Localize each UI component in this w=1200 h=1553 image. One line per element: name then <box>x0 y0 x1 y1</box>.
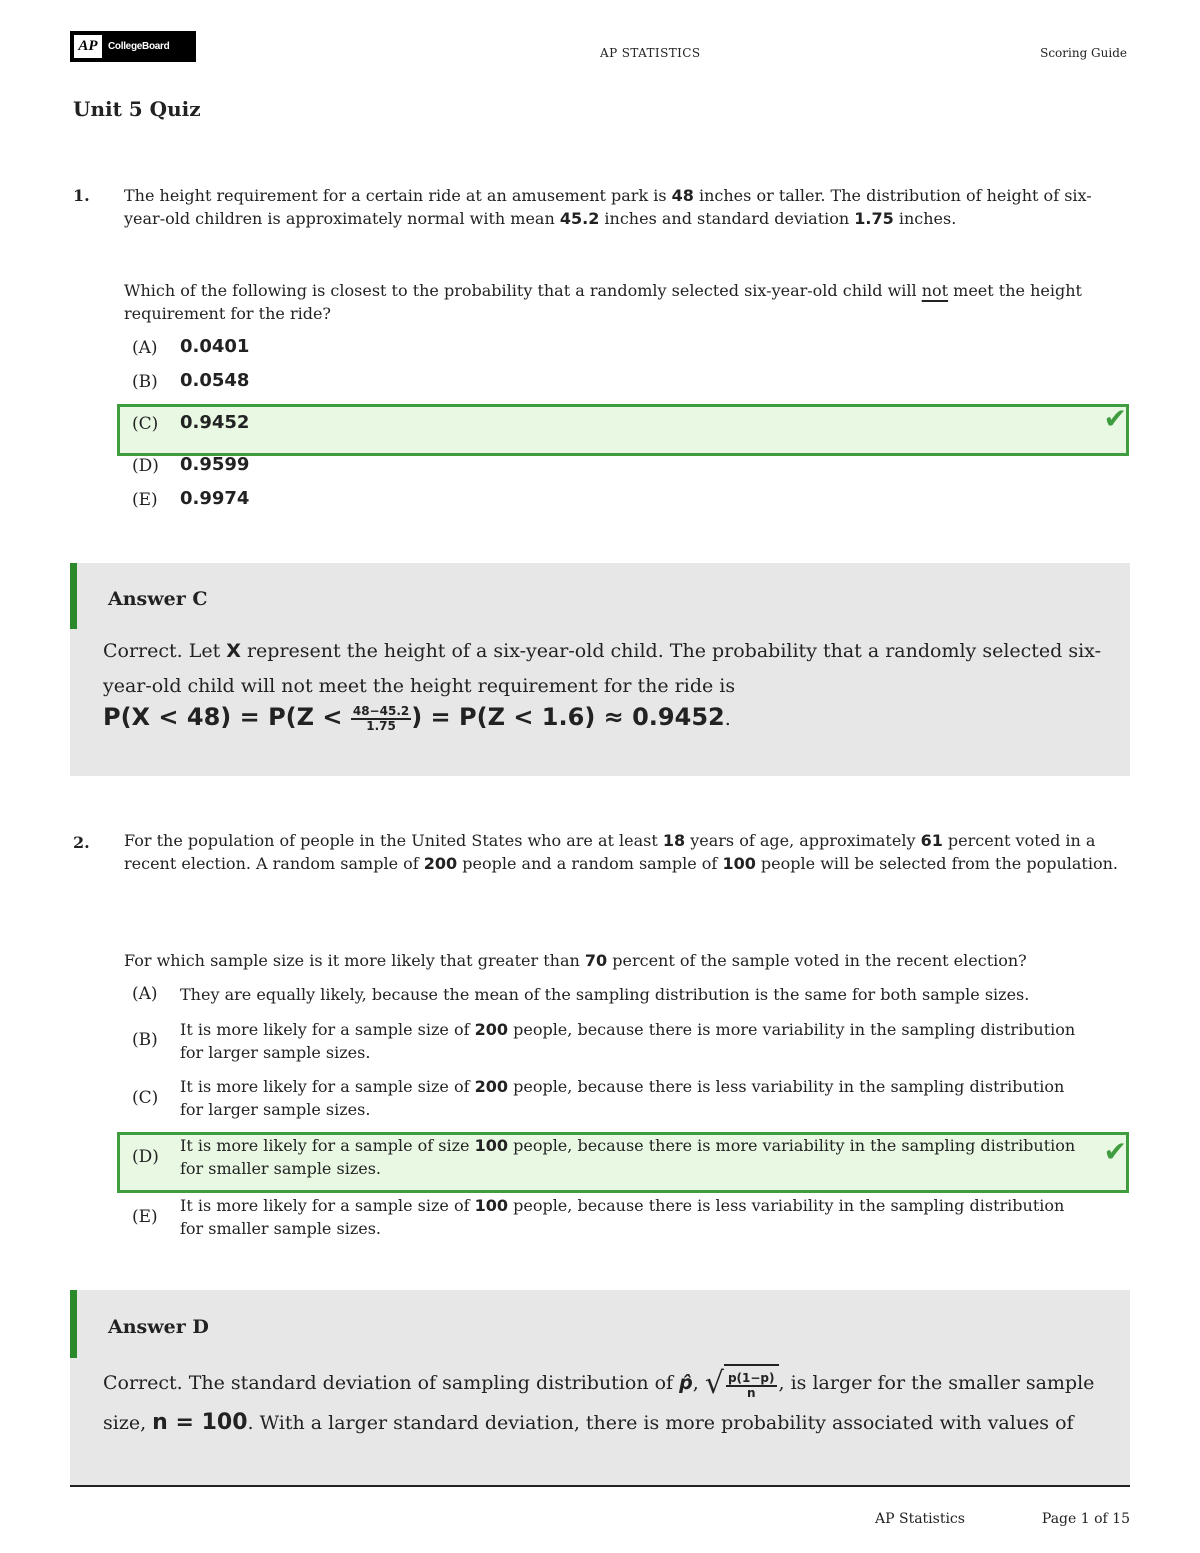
question-2-stem: For the population of people in the United States who are at least 18 years of age, approximately 61 percent voted in a recent election. A random sample of 200 people and a random sample of 100 people will be selected from the population. <box>124 831 1118 873</box>
college-board-wordmark: CollegeBoard <box>108 41 170 52</box>
q2-option-b-letter: (B) <box>132 1030 158 1050</box>
header-title: AP STATISTICS <box>600 46 701 60</box>
footer-course-name: AP Statistics <box>875 1511 965 1527</box>
answer-1-title: Answer C <box>108 588 208 610</box>
q1-correct-highlight <box>117 404 1129 456</box>
q1-option-e-value[interactable]: 0.9974 <box>180 488 250 509</box>
q2-option-c-letter: (C) <box>132 1088 159 1108</box>
q1-option-c-letter: (C) <box>132 414 159 434</box>
q1-option-a-value[interactable]: 0.0401 <box>180 336 250 357</box>
ap-logo-mark: AP <box>74 35 102 58</box>
q2-option-c-text[interactable]: It is more likely for a sample size of 200 people, because there is less variability in the sampling distribution for larger sample sizes. <box>180 1077 1065 1119</box>
question-2-number: 2. <box>73 833 90 852</box>
answer-1-formula: P(X < 48) = P(Z < $\frac{48-45.2}{1.75}$ ) = P(Z < 1.6) ≈ 0.9452. <box>103 703 731 733</box>
q1-check-icon: ✔ <box>1103 402 1127 435</box>
question-1-number: 1. <box>73 186 90 205</box>
footer-page-number: Page 1 of 15 <box>1041 1511 1130 1527</box>
q1-option-e-letter: (E) <box>132 490 158 510</box>
header-scoring-guide: Scoring Guide <box>1040 46 1127 60</box>
q2-check-icon: ✔ <box>1103 1135 1127 1168</box>
q1-option-b-letter: (B) <box>132 372 158 392</box>
answer-2-explanation: Correct. The standard deviation of sampling distribution of p̂, √ $\frac{p(1-p)}{n}$ , is larger for the smaller sample size, n = 100. With a larger standard deviation, there is more probability associated with values of <box>103 1366 1095 1435</box>
q2-option-e-letter: (E) <box>132 1207 158 1227</box>
answer-1-fraction: $\frac{48-45.2}{1.75}$ <box>352 703 410 733</box>
q2-option-a-letter: (A) <box>132 984 158 1004</box>
college-board-logo <box>70 31 196 62</box>
q2-option-e-text[interactable]: It is more likely for a sample size of 100 people, because there is less variability in the sampling distribution for smaller sample sizes. <box>180 1196 1065 1238</box>
answer-1-explanation: Correct. Let X represent the height of a six-year-old child. The probability that a randomly selected six-year-old child will not meet the height requirement for the ride is <box>103 640 1101 697</box>
q2-option-b-text[interactable]: It is more likely for a sample size of 200 people, because there is more variability in the sampling distribution for larger sample sizes. <box>180 1020 1076 1062</box>
q1-option-b-value[interactable]: 0.0548 <box>180 370 250 391</box>
question-2-prompt: For which sample size is it more likely that greater than 70 percent of the sample voted in the recent election? <box>124 951 1027 970</box>
answer-2-title: Answer D <box>108 1316 209 1338</box>
footer-divider <box>70 1485 1130 1487</box>
answer-1-accent-bar <box>70 563 77 629</box>
q1-option-d-letter: (D) <box>132 456 159 476</box>
answer-2-sqrt-expression: $\frac{p(1-p)}{n}$ <box>724 1364 779 1404</box>
q2-option-d-letter: (D) <box>132 1147 159 1167</box>
q1-option-c-value[interactable]: 0.9452 <box>180 412 250 433</box>
q2-option-a-text[interactable]: They are equally likely, because the mean of the sampling distribution is the same for both sample sizes. <box>180 985 1030 1004</box>
quiz-title: Unit 5 Quiz <box>73 97 201 121</box>
q2-option-d-text[interactable]: It is more likely for a sample of size 100 people, because there is more variability in the sampling distribution for smaller sample sizes. <box>180 1136 1076 1178</box>
question-1-stem: The height requirement for a certain ride at an amusement park is 48 inches or taller. The distribution of height of six-year-old children is approximately normal with mean 45.2 inches and standard deviation 1.75 inches. <box>124 186 1092 228</box>
q1-option-d-value[interactable]: 0.9599 <box>180 454 250 475</box>
answer-2-accent-bar <box>70 1290 77 1358</box>
question-1-prompt: Which of the following is closest to the probability that a randomly selected six-year-old child will not meet the height requirement for the ride? <box>124 281 1082 323</box>
q1-option-a-letter: (A) <box>132 338 158 358</box>
square-root-icon: √ <box>704 1366 724 1401</box>
